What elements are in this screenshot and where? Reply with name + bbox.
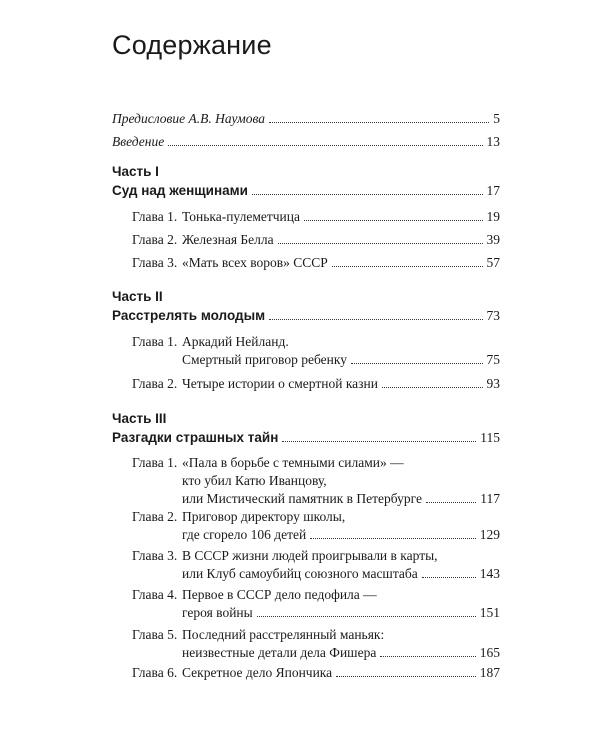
chapter-title-line: Последний расстрелянный маньяк: (182, 627, 385, 642)
chapter-number: Глава 3. (132, 548, 178, 563)
dot-leader (422, 577, 476, 578)
part-label: Часть II (112, 289, 163, 304)
toc-entry-chapter[interactable] (132, 547, 500, 583)
dot-leader (269, 122, 489, 123)
page-number: 57 (486, 255, 500, 270)
part-title: Расстрелять молодым (112, 308, 266, 323)
toc-entry-chapter[interactable] (132, 254, 500, 272)
toc-entry-chapter[interactable] (132, 231, 500, 249)
page-number: 93 (486, 376, 500, 391)
page-title: Содержание (112, 30, 272, 60)
toc-entry-chapter[interactable] (132, 664, 500, 682)
chapter-number: Глава 3. (132, 255, 178, 270)
toc-entry-part-3[interactable] (112, 429, 500, 447)
chapter-title-line: или Клуб самоубийц союзного масштаба (182, 566, 418, 581)
page-number: 115 (480, 430, 500, 445)
page-number: 39 (486, 232, 500, 247)
page-number: 75 (486, 352, 500, 367)
chapter-number: Глава 6. (132, 665, 178, 680)
entry-label: Предисловие А.В. Наумова (112, 111, 265, 126)
dot-leader (351, 363, 483, 364)
page-number: 187 (479, 665, 500, 680)
page-number: 165 (479, 645, 500, 660)
toc-entry-chapter[interactable] (132, 208, 500, 226)
dot-leader (336, 676, 476, 677)
chapter-title-line: или Мистический памятник в Петербурге (182, 491, 422, 506)
page-number: 5 (493, 111, 500, 126)
dot-leader (380, 656, 475, 657)
part-title: Разгадки страшных тайн (112, 430, 279, 445)
dot-leader (304, 220, 483, 221)
dot-leader (269, 319, 482, 320)
chapter-title-line: «Пала в борьбе с темными силами» — (182, 455, 404, 470)
chapter-number: Глава 4. (132, 587, 178, 602)
page-number: 73 (486, 308, 500, 323)
chapter-title-line: Смертный приговор ребенку (182, 352, 347, 367)
toc-entry-chapter[interactable] (132, 333, 500, 369)
dot-leader (252, 194, 483, 195)
dot-leader (278, 243, 483, 244)
toc-entry-chapter[interactable] (132, 626, 500, 662)
chapter-number: Глава 2. (132, 509, 178, 524)
chapter-title: «Мать всех воров» СССР (182, 255, 328, 270)
toc-entry-preface[interactable] (112, 110, 500, 128)
dot-leader (332, 266, 483, 267)
chapter-title-line: героя войны (182, 605, 253, 620)
page-number: 129 (479, 527, 500, 542)
dot-leader (257, 616, 476, 617)
toc-entry-part-1[interactable] (112, 182, 500, 200)
chapter-number: Глава 5. (132, 627, 178, 642)
chapter-title-line: Приговор директору школы, (182, 509, 346, 524)
chapter-title: Тонька-пулеметчица (182, 209, 300, 224)
page-number: 117 (480, 491, 500, 506)
chapter-title-line: Первое в СССР дело педофила — (182, 587, 377, 602)
page-number: 17 (486, 183, 500, 198)
chapter-title-line: кто убил Катю Иванцову, (182, 473, 327, 488)
dot-leader (168, 145, 482, 146)
toc-entry-chapter[interactable] (132, 508, 500, 544)
chapter-title-line: неизвестные детали дела Фишера (182, 645, 377, 660)
toc-entry-chapter[interactable] (132, 586, 500, 622)
entry-label: Введение (112, 134, 165, 149)
toc-entry-introduction[interactable] (112, 133, 500, 151)
dot-leader (426, 502, 476, 503)
chapter-title-line: где сгорело 106 детей (182, 527, 307, 542)
chapter-number: Глава 1. (132, 209, 178, 224)
part-label: Часть III (112, 411, 167, 426)
dot-leader (310, 538, 476, 539)
chapter-title-line: В СССР жизни людей проигрывали в карты, (182, 548, 438, 563)
chapter-number: Глава 1. (132, 334, 178, 349)
page-number: 13 (486, 134, 500, 149)
chapter-title: Четыре истории о смертной казни (182, 376, 378, 391)
page-number: 143 (479, 566, 500, 581)
toc-entry-part-2[interactable] (112, 307, 500, 325)
chapter-number: Глава 1. (132, 455, 178, 470)
chapter-title: Железная Белла (182, 232, 274, 247)
chapter-title: Секретное дело Япончика (182, 665, 333, 680)
page-number: 19 (486, 209, 500, 224)
chapter-number: Глава 2. (132, 232, 178, 247)
chapter-number: Глава 2. (132, 376, 178, 391)
toc-entry-chapter[interactable] (132, 375, 500, 393)
page-number: 151 (479, 605, 500, 620)
part-title: Суд над женщинами (112, 183, 248, 198)
toc-entry-chapter[interactable] (132, 454, 500, 508)
dot-leader (282, 441, 476, 442)
chapter-title-line: Аркадий Нейланд. (182, 334, 289, 349)
dot-leader (382, 387, 483, 388)
part-label: Часть I (112, 164, 159, 179)
